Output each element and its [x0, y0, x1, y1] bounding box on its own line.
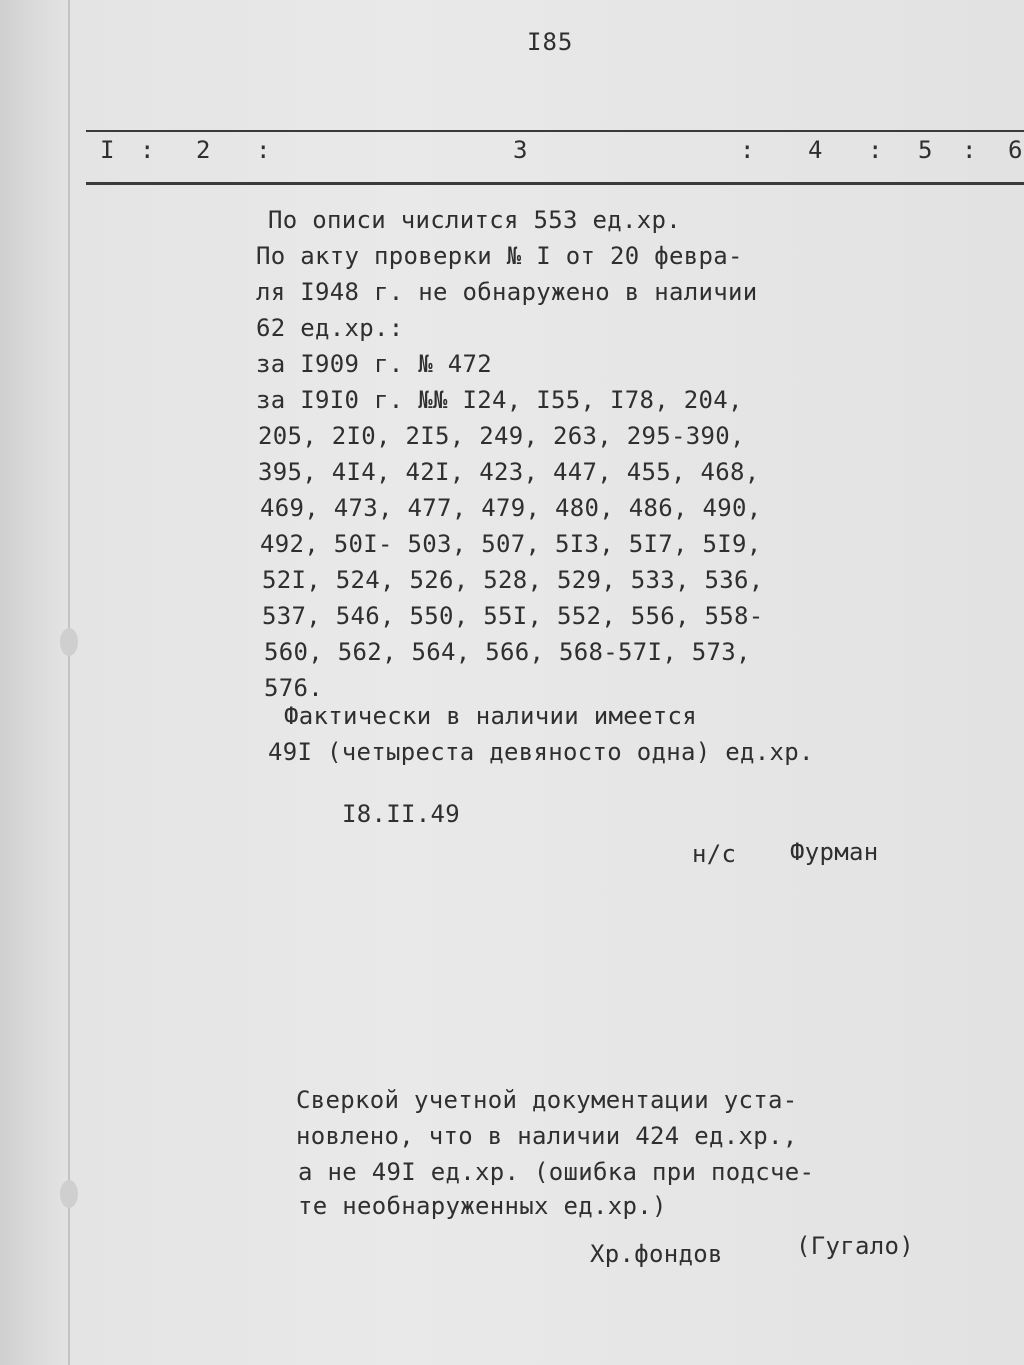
- binding-hole: [60, 1180, 78, 1208]
- text-line: 62 ед.хр.:: [256, 314, 404, 342]
- signature-name: Фурман: [790, 838, 879, 866]
- text-line: 49I (четыреста девяносто одна) ед.хр.: [268, 738, 814, 766]
- text-line: 576.: [264, 674, 323, 702]
- binding-hole: [60, 628, 78, 656]
- table-header-bottom-rule: [86, 182, 1024, 185]
- column-number: 5: [918, 136, 933, 164]
- text-line: Фактически в наличии имеется: [284, 702, 697, 730]
- text-line: По акту проверки № I от 20 февра-: [256, 242, 743, 270]
- text-line: 537, 546, 550, 55I, 552, 556, 558-: [262, 602, 764, 630]
- binding-gutter: [68, 0, 70, 1365]
- column-separator: :: [256, 136, 271, 164]
- column-number: 3: [513, 136, 528, 164]
- column-separator: :: [962, 136, 977, 164]
- text-line: По описи числится 553 ед.хр.: [268, 206, 681, 234]
- column-number: 4: [808, 136, 823, 164]
- column-separator: :: [740, 136, 755, 164]
- date: I8.II.49: [342, 800, 460, 828]
- text-line: 395, 4I4, 42I, 423, 447, 455, 468,: [258, 458, 760, 486]
- text-line: за I9I0 г. №№ I24, I55, I78, 204,: [256, 386, 743, 414]
- text-line: 560, 562, 564, 566, 568-57I, 573,: [264, 638, 751, 666]
- text-line: 492, 50I- 503, 507, 5I3, 5I7, 5I9,: [260, 530, 762, 558]
- text-line: 205, 2I0, 2I5, 249, 263, 295-390,: [258, 422, 745, 450]
- text-line: новлено, что в наличии 424 ед.хр.,: [296, 1122, 798, 1150]
- keeper-role: Хр.фондов: [590, 1240, 723, 1268]
- signature-role: н/с: [692, 840, 737, 868]
- text-line: 469, 473, 477, 479, 480, 486, 490,: [260, 494, 762, 522]
- column-number: I: [100, 136, 115, 164]
- column-number: 6: [1008, 136, 1023, 164]
- page-number: I85: [527, 28, 574, 56]
- column-separator: :: [868, 136, 883, 164]
- text-line: а не 49I ед.хр. (ошибка при подсче-: [298, 1158, 815, 1186]
- text-line: за I909 г. № 472: [256, 350, 492, 378]
- text-line: те необнаруженных ед.хр.): [298, 1192, 667, 1220]
- table-header-top-rule: [86, 130, 1024, 132]
- column-separator: :: [140, 136, 155, 164]
- text-line: ля I948 г. не обнаружено в наличии: [256, 278, 758, 306]
- text-line: Сверкой учетной документации уста-: [296, 1086, 798, 1114]
- text-line: 52I, 524, 526, 528, 529, 533, 536,: [262, 566, 764, 594]
- keeper-name: (Гугало): [796, 1232, 914, 1260]
- column-number: 2: [196, 136, 211, 164]
